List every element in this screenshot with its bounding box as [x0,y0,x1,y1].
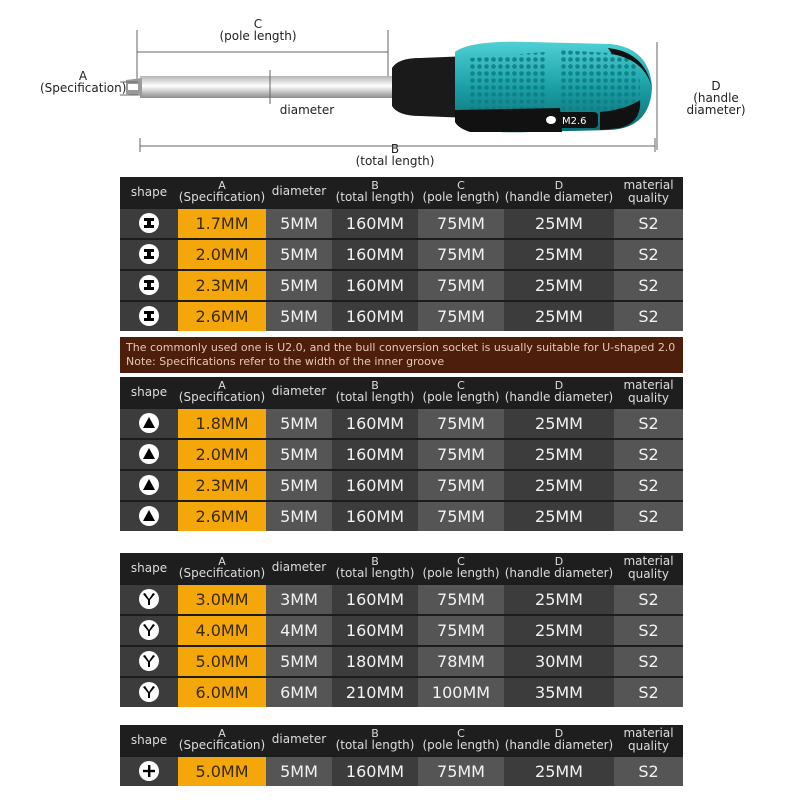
label-c-letter: C [253,17,263,31]
header-spec-letter: A [218,379,226,392]
spec-table-y-shaped [120,553,683,707]
header-spec [178,377,266,407]
header-spec-label: (Specification) [178,390,266,404]
spec-cell: 2.0MM [178,240,266,269]
spec-table-triangle [120,377,683,531]
header-spec [178,177,266,207]
header-diameter-label: diameter [271,560,327,574]
handle-cell: 25MM [504,585,614,614]
label-b [355,143,435,167]
diameter-cell: 5MM [266,647,332,676]
header-diameter-label: diameter [271,184,327,198]
header-spec-label: (Specification) [178,190,266,204]
table-body [120,407,683,531]
triangle-icon [139,475,159,495]
header-diameter-label: diameter [271,732,327,746]
screwdriver-diagram [0,0,800,175]
header-spec-letter: A [218,727,226,740]
header-total-label: (total length) [335,566,415,580]
pole-cell: 75MM [418,502,504,531]
handle-marking-text: M2.6 [562,116,587,127]
table-row [120,407,683,438]
pole-cell: 75MM [418,616,504,645]
handle-cell: 25MM [504,502,614,531]
diameter-cell: 5MM [266,502,332,531]
header-spec [178,725,266,755]
spec-cell: 1.8MM [178,409,266,438]
table-row [120,755,683,786]
header-handle [504,553,614,583]
total-cell: 160MM [332,271,418,300]
diameter-cell: 3MM [266,585,332,614]
diameter-cell: 4MM [266,616,332,645]
spec-cell: 2.0MM [178,440,266,469]
u-slot-icon [139,244,159,264]
total-cell: 160MM [332,409,418,438]
cross-icon [139,761,159,781]
header-total-label: (total length) [335,190,415,204]
header-total [332,553,418,583]
material-cell: S2 [614,240,683,269]
spec-cell: 4.0MM [178,616,266,645]
header-pole-letter: C [457,727,465,740]
pole-cell: 75MM [418,302,504,331]
material-cell: S2 [614,647,683,676]
spec-cell: 5.0MM [178,647,266,676]
header-handle-letter: D [554,379,564,392]
table-header [120,177,683,207]
header-diameter [266,177,332,207]
header-handle-label: (handle diameter) [504,566,614,580]
total-cell: 160MM [332,209,418,238]
shape-cell [120,585,178,614]
header-pole [418,725,504,755]
table-row [120,583,683,614]
handle-cell: 35MM [504,678,614,707]
header-handle-letter: D [554,179,564,192]
header-quality-label: quality [627,391,670,405]
header-pole-label: (pole length) [422,190,500,204]
pole-cell: 75MM [418,585,504,614]
shape-cell [120,409,178,438]
triangle-icon [139,506,159,526]
label-b-text: (total length) [355,154,435,168]
shape-cell [120,302,178,331]
label-d-text: (handle diameter) [686,91,746,117]
header-handle [504,377,614,407]
label-a [40,70,126,94]
diameter-cell: 5MM [266,757,332,786]
diameter-cell: 5MM [266,409,332,438]
label-c [218,18,298,42]
u-slot-icon [139,213,159,233]
header-shape: shape [130,561,168,575]
header-total-label: (total length) [335,738,415,752]
pole-cell: 75MM [418,209,504,238]
total-cell: 160MM [332,585,418,614]
header-pole-letter: C [457,179,465,192]
shape-cell [120,240,178,269]
total-cell: 210MM [332,678,418,707]
header-total [332,177,418,207]
header-handle-label: (handle diameter) [504,738,614,752]
diameter-cell: 5MM [266,302,332,331]
triangle-icon [139,444,159,464]
spec-cell: 5.0MM [178,757,266,786]
material-cell: S2 [614,757,683,786]
table-row [120,238,683,269]
note-line-2: Note: Specifications refer to the width of the inner groove [126,355,445,368]
spec-cell: 6.0MM [178,678,266,707]
total-cell: 160MM [332,302,418,331]
shape-cell [120,471,178,500]
diameter-cell: 5MM [266,240,332,269]
total-cell: 180MM [332,647,418,676]
header-handle-letter: D [554,555,564,568]
label-d [664,80,768,116]
y-slot-icon [139,589,159,609]
header-material [614,377,683,407]
spec-cell: 2.6MM [178,302,266,331]
material-cell: S2 [614,502,683,531]
y-slot-icon [139,682,159,702]
handle-cell: 25MM [504,757,614,786]
pole-cell: 75MM [418,240,504,269]
material-cell: S2 [614,616,683,645]
table-row [120,438,683,469]
header-diameter [266,377,332,407]
header-pole-letter: C [457,555,465,568]
header-handle-label: (handle diameter) [504,390,614,404]
header-total-letter: B [371,379,379,392]
spec-cell: 2.3MM [178,471,266,500]
table-header [120,553,683,583]
y-slot-icon [139,620,159,640]
handle-cell: 25MM [504,240,614,269]
triangle-icon [139,413,159,433]
header-material-label: material [623,378,674,392]
header-spec-label: (Specification) [178,738,266,752]
header-total [332,725,418,755]
y-slot-icon [139,651,159,671]
shape-cell [120,440,178,469]
pole-cell: 75MM [418,757,504,786]
header-pole-letter: C [457,379,465,392]
table-row [120,645,683,676]
table-row [120,676,683,707]
header-shape: shape [130,185,168,199]
header-diameter [266,553,332,583]
total-cell: 160MM [332,240,418,269]
header-material-label: material [623,178,674,192]
shape-cell [120,502,178,531]
handle-cell: 25MM [504,302,614,331]
header-spec-label: (Specification) [178,566,266,580]
header-material-label: material [623,726,674,740]
header-quality-label: quality [627,739,670,753]
pole-cell: 100MM [418,678,504,707]
diameter-cell: 5MM [266,471,332,500]
material-cell: S2 [614,585,683,614]
handle-cell: 25MM [504,616,614,645]
header-handle-label: (handle diameter) [504,190,614,204]
pole-cell: 75MM [418,440,504,469]
total-cell: 160MM [332,440,418,469]
total-cell: 160MM [332,471,418,500]
table-row [120,300,683,331]
spec-cell: 3.0MM [178,585,266,614]
header-total-label: (total length) [335,390,415,404]
pole-cell: 75MM [418,409,504,438]
pole-cell: 75MM [418,471,504,500]
table-header [120,725,683,755]
table-body [120,583,683,707]
header-total [332,377,418,407]
header-material [614,177,683,207]
material-cell: S2 [614,271,683,300]
label-c-text: (pole length) [219,29,297,43]
total-cell: 160MM [332,616,418,645]
label-diameter: diameter [279,103,335,117]
header-quality-label: quality [627,191,670,205]
diameter-cell: 5MM [266,271,332,300]
header-shape: shape [130,733,168,747]
usage-note [120,337,683,373]
handle-cell: 25MM [504,409,614,438]
material-cell: S2 [614,209,683,238]
handle-cell: 25MM [504,271,614,300]
label-a-letter: A [78,69,88,83]
header-total-letter: B [371,727,379,740]
shape-cell [120,757,178,786]
table-row [120,207,683,238]
diameter-cell: 5MM [266,209,332,238]
table-row [120,469,683,500]
total-cell: 160MM [332,757,418,786]
header-total-letter: B [371,179,379,192]
table-header [120,377,683,407]
header-diameter [266,725,332,755]
header-handle-letter: D [554,727,564,740]
shape-cell [120,678,178,707]
shape-cell [120,271,178,300]
header-material-label: material [623,554,674,568]
label-d-letter: D [711,79,721,93]
header-material [614,553,683,583]
handle-cell: 25MM [504,209,614,238]
table-row [120,614,683,645]
label-b-letter: B [390,142,400,156]
diameter-cell: 5MM [266,440,332,469]
material-cell: S2 [614,302,683,331]
pole-cell: 75MM [418,271,504,300]
handle-cell: 25MM [504,440,614,469]
material-cell: S2 [614,440,683,469]
header-total-letter: B [371,555,379,568]
spec-cell: 2.6MM [178,502,266,531]
shape-cell [120,647,178,676]
material-cell: S2 [614,678,683,707]
table-row [120,500,683,531]
table-body [120,755,683,786]
header-pole [418,377,504,407]
header-diameter-label: diameter [271,384,327,398]
material-cell: S2 [614,409,683,438]
shape-cell [120,616,178,645]
header-quality-label: quality [627,567,670,581]
u-slot-icon [139,306,159,326]
header-pole-label: (pole length) [422,390,500,404]
header-handle [504,725,614,755]
diameter-cell: 6MM [266,678,332,707]
handle-cell: 30MM [504,647,614,676]
material-cell: S2 [614,471,683,500]
spec-table-u-shaped [120,177,683,331]
table-body [120,207,683,331]
table-row [120,269,683,300]
spec-cell: 2.3MM [178,271,266,300]
header-material [614,725,683,755]
pole-cell: 78MM [418,647,504,676]
header-spec [178,553,266,583]
header-pole-label: (pole length) [422,566,500,580]
shape-cell [120,209,178,238]
total-cell: 160MM [332,502,418,531]
header-spec-letter: A [218,555,226,568]
header-pole-label: (pole length) [422,738,500,752]
header-spec-letter: A [218,179,226,192]
header-handle [504,177,614,207]
header-pole [418,553,504,583]
spec-table-cross [120,725,683,786]
handle-cell: 25MM [504,471,614,500]
u-slot-icon [139,275,159,295]
header-pole [418,177,504,207]
label-a-text: (Specification) [40,81,127,95]
spec-cell: 1.7MM [178,209,266,238]
note-line-1: The commonly used one is U2.0, and the bull conversion socket is usually suitable for U-shaped 2.0 [126,341,676,354]
header-shape: shape [130,385,168,399]
